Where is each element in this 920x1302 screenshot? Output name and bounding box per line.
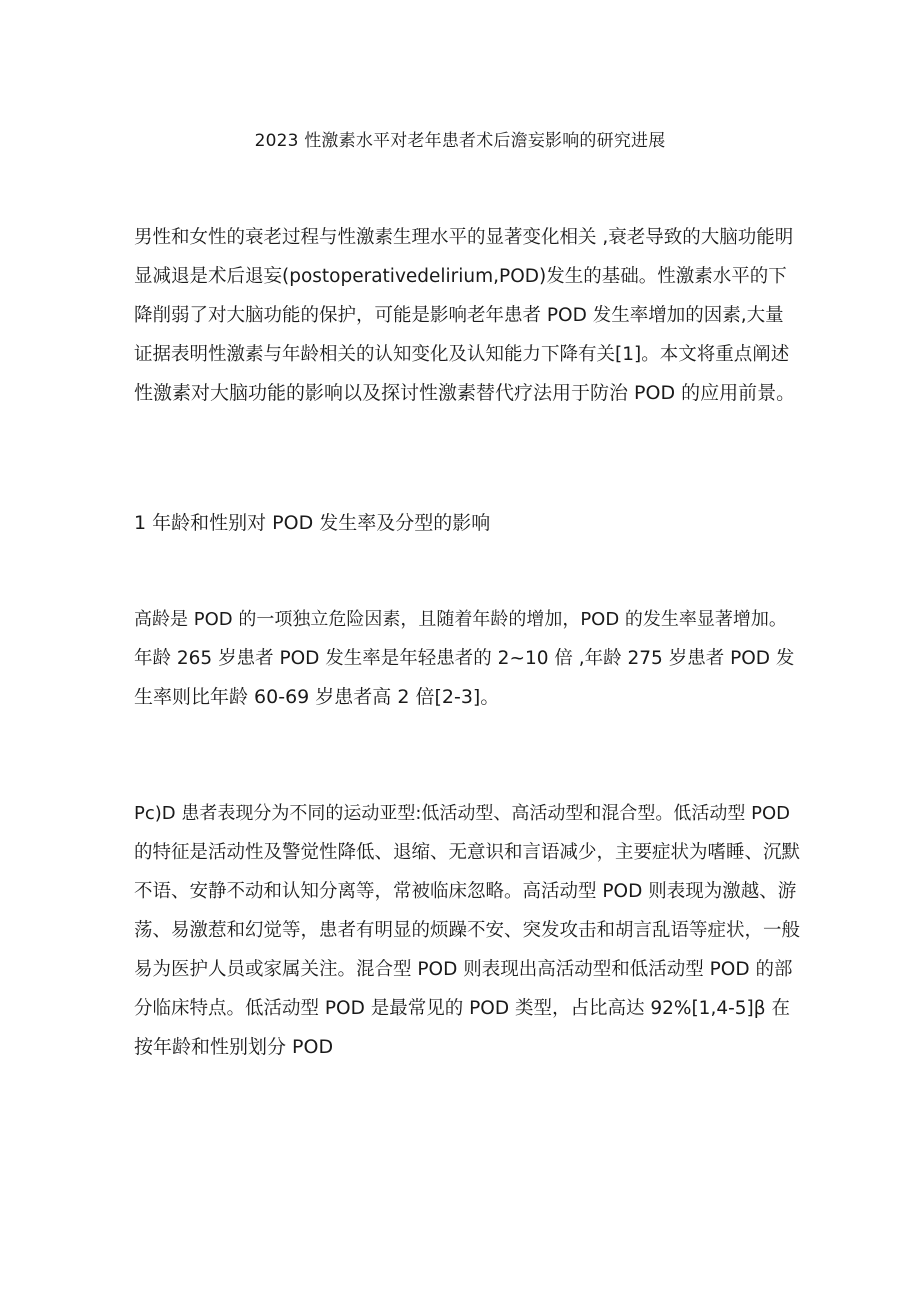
paragraph-line: 分临床特点。低活动型 POD 是最常见的 POD 类型，占比高达 92%[1,4-5]β 在 xyxy=(134,998,790,1019)
section-heading: 1 年龄和性别对 POD 发生率及分型的影响 xyxy=(134,512,491,534)
paragraph-line: 荡、易激惹和幻觉等，患者有明显的烦躁不安、突发攻击和胡言乱语等症状，一般 xyxy=(134,920,801,941)
paragraph-line: 易为医护人员或家属关注。混合型 POD 则表现出高活动型和低活动型 POD 的部 xyxy=(134,959,793,980)
paragraph-line: 按年龄和性别划分 POD xyxy=(134,1036,334,1058)
intro-line: 性激素对大脑功能的影响以及探讨性激素替代疗法用于防治 POD 的应用前景。 xyxy=(134,382,796,404)
paragraph-line: Pc)D 患者表现分为不同的运动亚型:低活动型、高活动型和混合型。低活动型 POD xyxy=(134,803,791,824)
section1-paragraph-2 xyxy=(134,794,800,1067)
intro-line: 显减退是术后退妄(postoperativedelirium,POD)发生的基础。性激素水平的下 xyxy=(134,266,787,287)
paragraph-line: 不语、安静不动和认知分离等，常被临床忽略。高活动型 POD 则表现为激越、游 xyxy=(134,881,797,902)
paragraph-line: 生率则比年龄 60-69 岁患者高 2 倍[2-3]。 xyxy=(134,686,500,708)
paragraph-line: 的特征是活动性及警觉性降低、退缩、无意识和言语减少，主要症状为嗜睡、沉默 xyxy=(134,842,801,863)
document-title: 2023 性激素水平对老年患者术后澹妄影响的研究进展 xyxy=(254,131,666,151)
paragraph-line: 年龄 265 岁患者 POD 发生率是年轻患者的 2~10 倍 ,年龄 275 岁患者 POD 发 xyxy=(134,648,795,669)
section1-paragraph-1 xyxy=(134,600,800,717)
intro-line: 证据表明性激素与年龄相关的认知变化及认知能力下降有关[1]。本文将重点阐述 xyxy=(134,344,790,365)
intro-line: 降削弱了对大脑功能的保护，可能是影响老年患者 POD 发生率增加的因素,大量 xyxy=(134,305,784,326)
paragraph-line: 高龄是 POD 的一项独立危险因素，且随着年龄的增加，POD 的发生率显著增加。 xyxy=(134,609,787,630)
intro-paragraph xyxy=(134,218,800,413)
intro-line: 男性和女性的衰老过程与性激素生理水平的显著变化相关 ,衰老导致的大脑功能明 xyxy=(134,227,794,248)
